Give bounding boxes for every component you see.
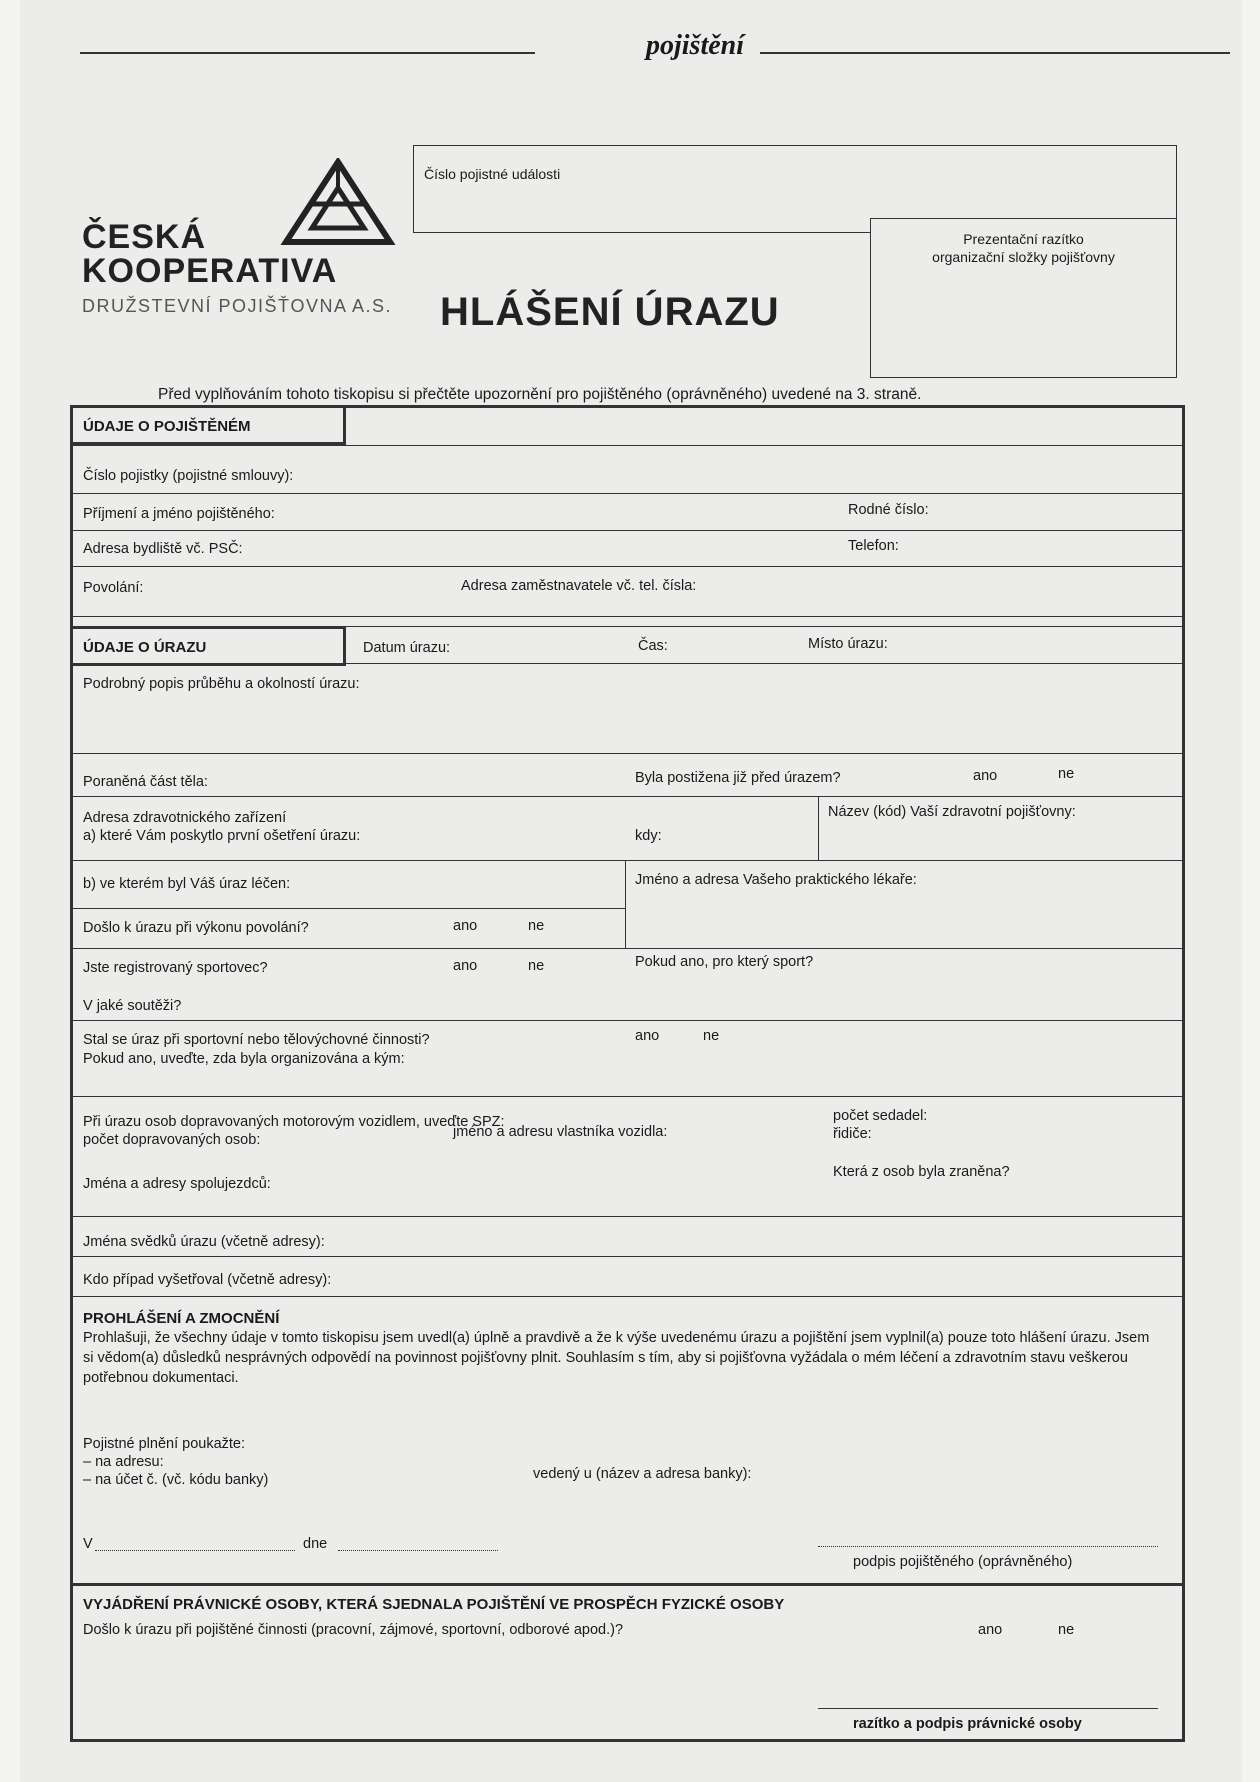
driver-field[interactable]: řidiče:: [833, 1126, 872, 1142]
athlete-question: Jste registrovaný sportovec?: [83, 960, 268, 976]
at-work-yes[interactable]: ano: [453, 918, 478, 934]
date-prefix: dne: [303, 1536, 328, 1552]
health-insurance-field[interactable]: Název (kód) Vaší zdravotní pojišťovny:: [828, 804, 1076, 820]
signature-line[interactable]: [818, 1546, 1158, 1547]
place-input-line[interactable]: [95, 1550, 295, 1551]
row-line: [73, 566, 1182, 567]
main-form: [70, 405, 1185, 1742]
at-work-question: Došlo k úrazu při výkonu povolání?: [83, 920, 309, 936]
payout-label: Pojistné plnění poukažte:: [83, 1436, 246, 1452]
place-prefix: V: [83, 1536, 93, 1552]
payout-account-field[interactable]: – na účet č. (vč. kódu banky): [83, 1472, 269, 1488]
legal-entity-no[interactable]: ne: [1058, 1622, 1075, 1638]
employer-field[interactable]: Adresa zaměstnavatele vč. tel. čísla:: [461, 578, 697, 594]
payout-address-field[interactable]: – na adresu:: [83, 1454, 164, 1470]
vehicle-owner-field[interactable]: jméno a adresu vlastníka vozidla:: [453, 1124, 668, 1140]
first-aid-facility-field[interactable]: a) které Vám poskytlo první ošetření úrazu:: [83, 828, 361, 844]
row-line: [73, 1256, 1182, 1257]
policy-number-field[interactable]: Číslo pojistky (pojistné smlouvy):: [83, 468, 294, 484]
row-line: [73, 530, 1182, 531]
at-work-no[interactable]: ne: [528, 918, 545, 934]
body-part-field[interactable]: Poraněná část těla:: [83, 774, 208, 790]
row-line: [73, 1096, 1182, 1097]
row-line: [73, 1020, 1182, 1021]
address-field[interactable]: Adresa bydliště vč. PSČ:: [83, 541, 243, 557]
row-line: [73, 493, 1182, 494]
legal-signature-line: [818, 1708, 1158, 1709]
row-line: [73, 908, 625, 909]
logo-line-2: KOOPERATIVA: [82, 252, 338, 290]
header: [80, 30, 1170, 66]
claim-number-label: Číslo pojistné události: [424, 166, 561, 182]
header-rule-right: [760, 52, 1230, 54]
injured-persons-field[interactable]: Která z osob byla zraněna?: [833, 1164, 1010, 1180]
insured-section-title: ÚDAJE O POJIŠTĚNÉM: [83, 418, 251, 435]
legal-entity-question: Došlo k úrazu při pojištěné činnosti (pracovní, zájmové, sportovní, odborové apod.)?: [83, 1622, 624, 1638]
bank-field[interactable]: vedený u (název a adresa banky):: [533, 1466, 752, 1482]
legal-entity-yes[interactable]: ano: [978, 1622, 1003, 1638]
date-input-line[interactable]: [338, 1550, 498, 1551]
sport-activity-question: Stal se úraz při sportovní nebo tělovýchovné činnosti?: [83, 1032, 430, 1048]
row-line: [73, 445, 1182, 446]
facility-label: Adresa zdravotnického zařízení: [83, 810, 287, 826]
injury-section-title: ÚDAJE O ÚRAZU: [83, 639, 207, 656]
prior-injury-question: Byla postižena již před úrazem?: [635, 770, 841, 786]
row-line: [73, 616, 1182, 617]
investigator-field[interactable]: Kdo případ vyšetřoval (včetně adresy):: [83, 1272, 332, 1288]
prior-injury-no[interactable]: ne: [1058, 766, 1075, 782]
injury-description-field[interactable]: Podrobný popis průběhu a okolností úrazu:: [83, 676, 360, 692]
header-rule-left: [80, 52, 535, 54]
prior-injury-yes[interactable]: ano: [973, 768, 998, 784]
athlete-no[interactable]: ne: [528, 958, 545, 974]
header-title: pojištění: [645, 30, 744, 61]
injury-section-header: [70, 626, 346, 666]
passengers-field[interactable]: Jména a adresy spolujezdců:: [83, 1176, 271, 1192]
row-line: [73, 1583, 1182, 1586]
athlete-yes[interactable]: ano: [453, 958, 478, 974]
row-line: [73, 1216, 1182, 1217]
declaration-title: PROHLÁŠENÍ A ZMOCNĚNÍ: [83, 1310, 280, 1327]
notice: Před vyplňováním tohoto tiskopisu si přečtěte upozornění pro pojištěného (oprávněného) uvedené na 3. straně.: [158, 386, 922, 403]
gp-field[interactable]: Jméno a adresa Vašeho praktického lékaře:: [635, 872, 917, 888]
legal-entity-title: VYJÁDŘENÍ PRÁVNICKÉ OSOBY, KTERÁ SJEDNALA POJIŠTĚNÍ VE PROSPĚCH FYZICKÉ OSOBY: [83, 1596, 785, 1613]
birth-number-field[interactable]: Rodné číslo:: [848, 502, 929, 518]
sport-organizer-field[interactable]: Pokud ano, uveďte, zda byla organizována a kým:: [83, 1051, 405, 1067]
which-sport-field[interactable]: Pokud ano, pro který sport?: [635, 954, 814, 970]
signature-label: podpis pojištěného (oprávněného): [853, 1554, 1073, 1570]
treatment-facility-field[interactable]: b) ve kterém byl Váš úraz léčen:: [83, 876, 291, 892]
passenger-count-field[interactable]: počet dopravovaných osob:: [83, 1132, 261, 1148]
injury-time-field[interactable]: Čas:: [638, 638, 668, 654]
first-aid-date-field[interactable]: kdy:: [635, 828, 662, 844]
stamp-box: [870, 218, 1177, 378]
col-line: [818, 796, 819, 861]
occupation-field[interactable]: Povolání:: [83, 580, 144, 596]
stamp-label-2: organizační složky pojišťovny: [932, 249, 1115, 265]
row-line: [73, 948, 1182, 949]
row-line: [73, 663, 1182, 664]
declaration-text: Prohlašuji, že všechny údaje v tomto tiskopisu jsem uvedl(a) úplně a pravdivě a že k výše uvedenému úrazu a pojištění jsem vyplnil(a) pouze toto hlášení úrazu. Jsem si vědom(a) důsledků nesprávných odpovědí na povinnost pojišťovny plnit. Souhlasím s tím, aby si pojišťovna vyžádala o mém léčení a zdravotním stavu veškerou potřebnou dokumentaci.: [83, 1330, 1150, 1386]
competition-field[interactable]: V jaké soutěži?: [83, 998, 182, 1014]
row-line: [73, 753, 1182, 754]
row-line: [73, 796, 1182, 797]
col-line: [625, 860, 626, 948]
row-line: [343, 626, 1182, 627]
insured-section-header: [70, 405, 346, 445]
witnesses-field[interactable]: Jména svědků úrazu (včetně adresy):: [83, 1234, 325, 1250]
phone-field[interactable]: Telefon:: [848, 538, 899, 554]
sport-activity-no[interactable]: ne: [703, 1028, 720, 1044]
insured-name-field[interactable]: Příjmení a jméno pojištěného:: [83, 506, 275, 522]
row-line: [73, 1296, 1182, 1297]
logo-line-3: DRUŽSTEVNÍ POJIŠŤOVNA A.S.: [82, 296, 393, 316]
row-line: [73, 860, 1182, 861]
logo-line-1: ČESKÁ: [82, 218, 207, 256]
sport-activity-yes[interactable]: ano: [635, 1028, 660, 1044]
legal-signature-label: razítko a podpis právnické osoby: [853, 1716, 1082, 1732]
injury-place-field[interactable]: Místo úrazu:: [808, 636, 888, 652]
seat-count-field[interactable]: počet sedadel:: [833, 1108, 928, 1124]
injury-date-field[interactable]: Datum úrazu:: [363, 640, 451, 656]
stamp-label-1: Prezentační razítko: [963, 231, 1084, 247]
form-title: HLÁŠENÍ ÚRAZU: [440, 290, 780, 334]
vehicle-plate-field[interactable]: Při úrazu osob dopravovaných motorovým vozidlem, uveďte SPZ:: [83, 1114, 505, 1130]
kooperativa-logo-icon: [278, 158, 398, 248]
form-sheet: [20, 0, 1242, 1782]
